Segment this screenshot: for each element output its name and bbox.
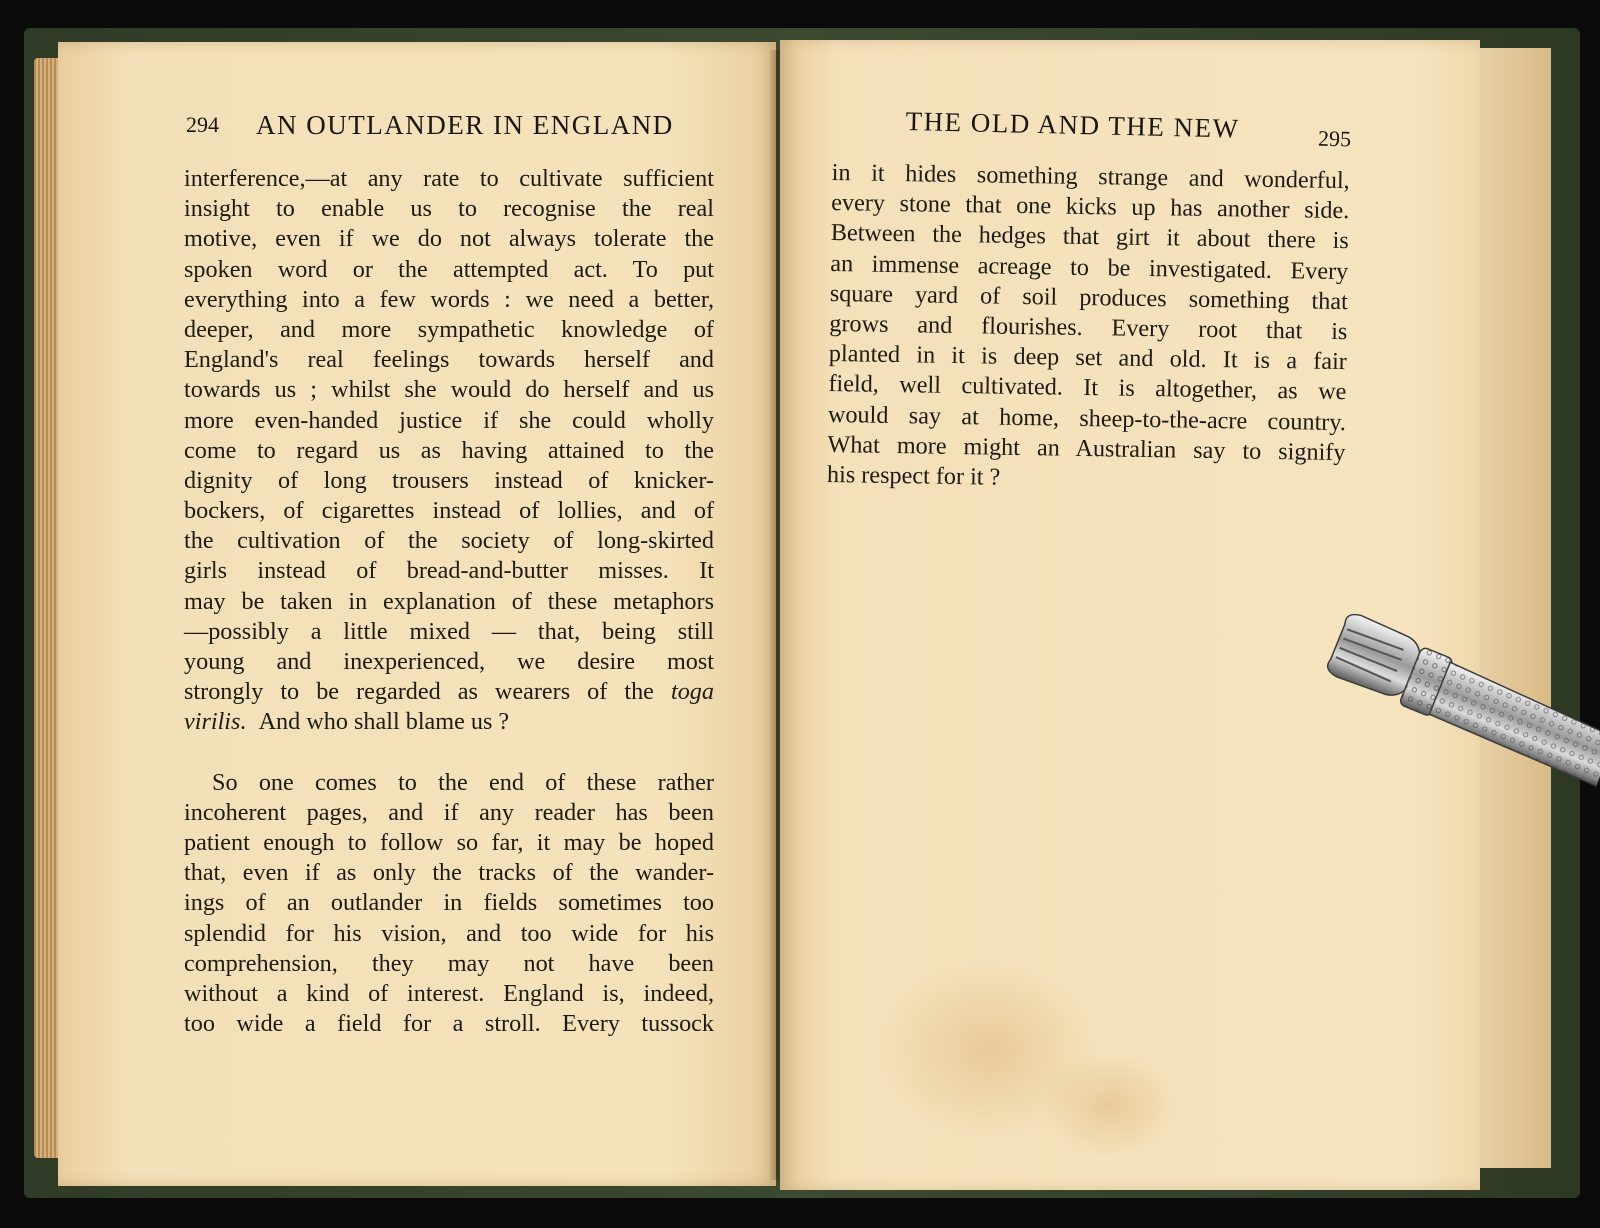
text-line: splendid for his vision, and too wide for his [184,919,714,947]
italic-word-toga: toga [670,678,714,706]
text-line: dignity of long trousers instead of knicker- [184,466,714,494]
text-line: planted in it is deep set and old. It is a fair [828,340,1348,376]
text-line: What more might an Australian say to signify [827,430,1346,466]
text-line: that, even if as only the tracks of the wander- [184,859,714,887]
text-line: interference,—at any rate to cultivate sufficient [184,165,714,192]
text-line: square yard of soil produces something that [829,279,1349,315]
text-line: field, well cultivated. It is altogether, as we [828,370,1347,406]
page-number-left: 294 [186,112,219,137]
italic-word-virilis: virilis. [184,708,247,736]
foxing-stain [1040,1050,1180,1160]
text-line: incoherent pages, and if any reader has been [184,798,714,826]
text-line: his respect for it ? [826,460,1001,491]
left-page-text [184,164,714,1039]
text-line: comprehension, they may not have been [184,949,714,977]
left-page [58,42,776,1186]
text-line: So one comes to the end of these rather [212,768,714,796]
running-head-left: AN OUTLANDER IN ENGLAND [256,110,674,140]
text-run: strongly to be regarded as wearers of the [184,678,654,706]
text-line: grows and flourishes. Every root that is [829,309,1348,346]
text-line: young and inexperienced, we desire most [184,648,714,675]
paragraph-gap [184,738,714,768]
text-line: every stone that one kicks up has another side. [831,189,1350,225]
text-line: without a kind of interest. England is, indeed, [184,979,714,1007]
page-number-right: 295 [1317,125,1352,152]
text-line: motive, even if we do not always tolerate the [184,225,714,253]
text-line: deeper, and more sympathetic knowledge of [184,315,714,343]
text-line: the cultivation of the society of long-skirted [184,527,714,555]
text-line: too wide a field for a stroll. Every tussock [184,1010,714,1038]
text-line-toga [184,677,714,707]
text-line: girls instead of bread-and-butter misses. It [184,557,714,585]
running-head-right: THE OLD AND THE NEW [905,106,1240,144]
text-line: Between the hedges that girt it about there is [830,219,1349,255]
text-line: spoken word or the attempted act. To put [184,255,714,283]
text-line: patient enough to follow so far, it may be hoped [184,828,714,856]
text-line-virilis [184,707,714,737]
text-line: England's real feelings towards herself and [184,346,714,374]
text-line: an immense acreage to be investigated. Every [830,249,1349,285]
text-line: towards us ; whilst she would do herself and us [184,376,714,404]
text-line: in it hides something strange and wonderful, [831,158,1350,195]
right-page-text [827,158,1350,498]
text-line: bockers, of cigarettes instead of lollies, and of [184,497,714,525]
text-line: more even-handed justice if she could wholly [184,406,714,434]
text-run: And who shall blame us ? [258,708,510,736]
text-line: may be taken in explanation of these metaphors [184,587,714,615]
text-line: come to regard us as having attained to the [184,436,714,464]
page-edges-right [1478,48,1551,1168]
text-line: ings of an outlander in fields sometimes too [184,889,714,917]
text-line: insight to enable us to recognise the real [184,195,714,223]
text-line: everything into a few words : we need a better, [184,285,714,313]
text-line: —possibly a little mixed — that, being still [184,617,714,645]
text-line: would say at home, sheep-to-the-acre country. [827,400,1347,436]
